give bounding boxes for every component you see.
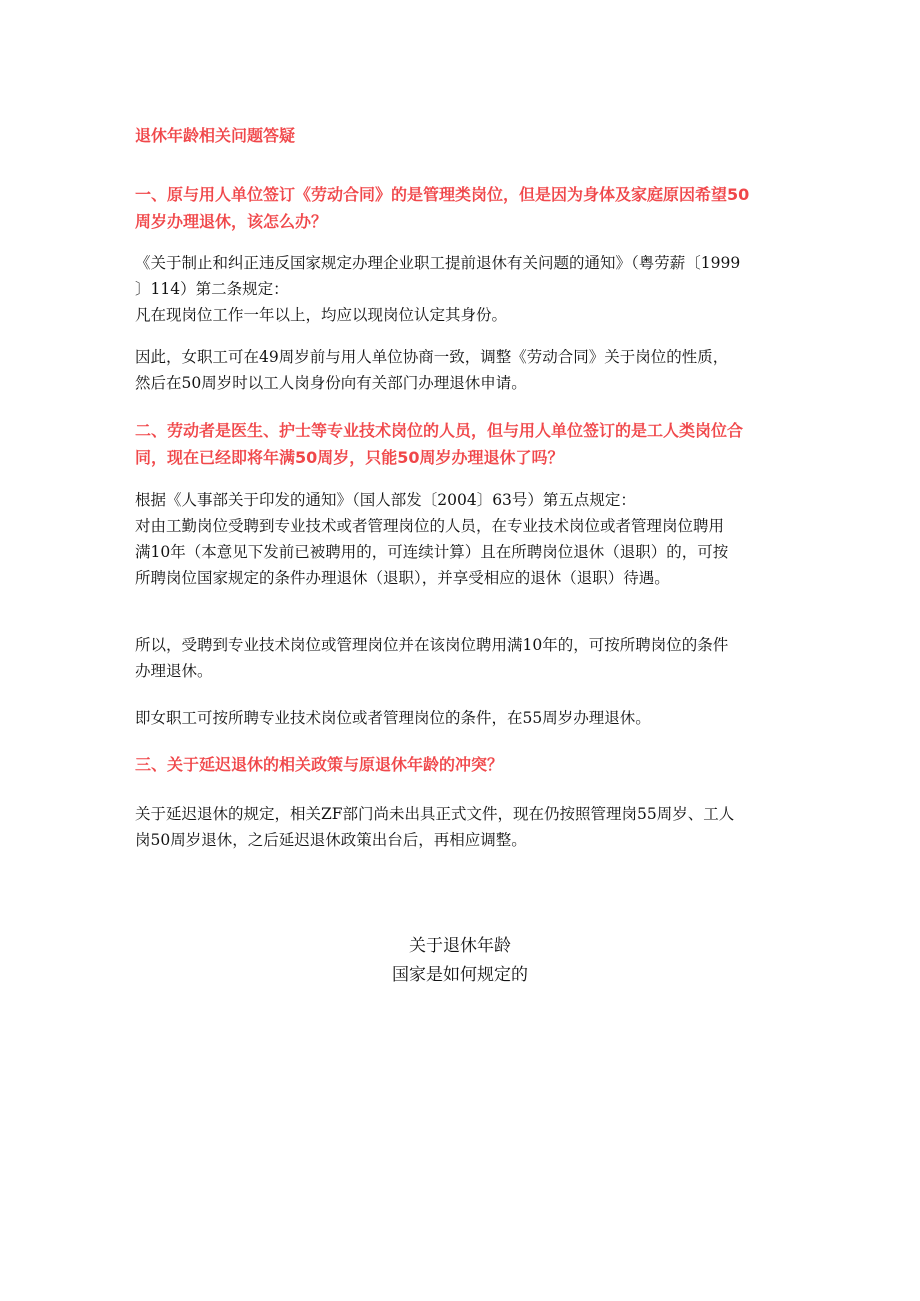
answer-3 <box>135 801 787 853</box>
question-1-line-2: 周岁办理退休，该怎么办？ <box>135 212 328 231</box>
question-2 <box>135 417 787 471</box>
answer-2c-line-1: 即女职工可按所聘专业技术岗位或者管理岗位的条件，在55周岁办理退休。 <box>135 709 651 727</box>
question-3-line-1: 三、关于延迟退休的相关政策与原退休年龄的冲突？ <box>135 755 504 774</box>
answer-2-line-4: 所聘岗位国家规定的条件办理退休（退职），并享受相应的退休（退职）待遇。 <box>135 569 670 587</box>
answer-1-citation <box>135 250 787 328</box>
question-2-line-2: 同，现在已经即将年满50周岁，只能50周岁办理退休了吗？ <box>135 448 564 467</box>
footer-line-1: 关于退休年龄 <box>409 936 511 956</box>
answer-2-citation <box>135 487 787 591</box>
answer-2b-line-1: 所以，受聘到专业技术岗位或管理岗位并在该岗位聘用满10年的，可按所聘岗位的条件 <box>135 636 729 654</box>
answer-2-conclusion <box>135 632 787 684</box>
answer-1b-line-2: 然后在50周岁时以工人岗身份向有关部门办理退休申请。 <box>135 374 527 392</box>
answer-2-line-1: 根据《人事部关于印发的通知》（国人部发〔2004〕63号）第五点规定： <box>135 491 636 509</box>
footer-caption <box>0 932 920 990</box>
answer-2-summary <box>135 705 787 731</box>
question-1 <box>135 181 787 235</box>
answer-1-conclusion <box>135 344 787 396</box>
answer-1b-line-1: 因此，女职工可在49周岁前与用人单位协商一致，调整《劳动合同》关于岗位的性质， <box>135 348 729 366</box>
answer-2-line-2: 对由工勤岗位受聘到专业技术或者管理岗位的人员，在专业技术岗位或者管理岗位聘用 <box>135 517 725 535</box>
document-title: 退休年龄相关问题答疑 <box>135 126 296 145</box>
answer-2-line-3: 满10年（本意见下发前已被聘用的，可连续计算）且在所聘岗位退休（退职）的，可按 <box>135 543 729 561</box>
answer-3-line-1: 关于延迟退休的规定，相关ZF部门尚未出具正式文件，现在仍按照管理岗55周岁、工人 <box>135 805 735 823</box>
answer-3-line-2: 岗50周岁退休，之后延迟退休政策出台后，再相应调整。 <box>135 831 527 849</box>
footer-line-2: 国家是如何规定的 <box>392 965 528 985</box>
answer-2b-line-2: 办理退休。 <box>135 662 213 680</box>
question-3 <box>135 751 787 778</box>
question-2-line-1: 二、劳动者是医生、护士等专业技术岗位的人员，但与用人单位签订的是工人类岗位合 <box>135 421 744 440</box>
answer-1-line-3: 凡在现岗位工作一年以上，均应以现岗位认定其身份。 <box>135 306 508 324</box>
answer-1-line-2: 〕114）第二条规定： <box>135 280 289 298</box>
question-1-line-1: 一、原与用人单位签订《劳动合同》的是管理类岗位，但是因为身体及家庭原因希望50 <box>135 185 750 204</box>
answer-1-line-1: 《关于制止和纠正违反国家规定办理企业职工提前退休有关问题的通知》（粤劳薪〔1999 <box>135 254 741 272</box>
